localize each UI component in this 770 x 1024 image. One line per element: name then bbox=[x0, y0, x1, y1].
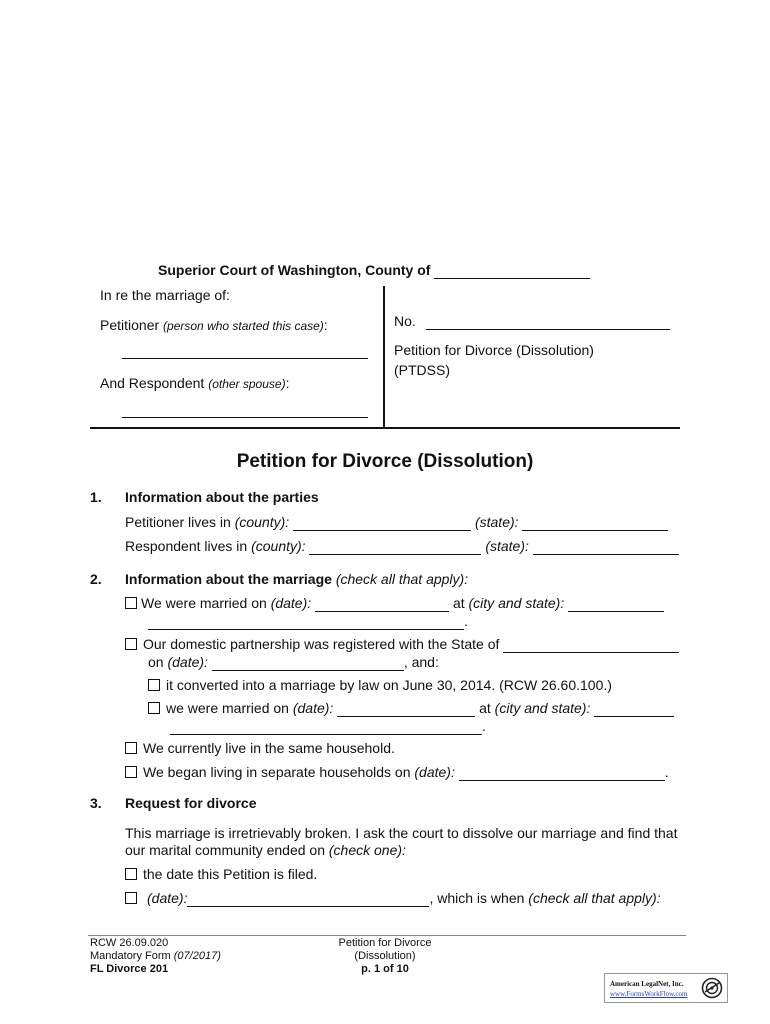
date-filed-row bbox=[125, 866, 317, 883]
date-label: (date): bbox=[292, 700, 334, 716]
caption-bottom-rule bbox=[90, 427, 680, 429]
footer-center-1: Petition for Divorce bbox=[338, 937, 432, 949]
state-label: (state): bbox=[474, 514, 519, 530]
we-married-place-blank[interactable] bbox=[594, 702, 674, 717]
respondent-state-blank[interactable] bbox=[533, 540, 679, 555]
domestic-partnership-row bbox=[125, 636, 679, 653]
period: . bbox=[464, 613, 468, 629]
marriage-place-blank[interactable] bbox=[568, 597, 664, 612]
section-2-number: 2. bbox=[90, 571, 102, 587]
caption-divider bbox=[383, 286, 385, 428]
petitioner-lives-row bbox=[125, 514, 668, 531]
section-2-heading-row bbox=[125, 571, 468, 588]
converted-label: it converted into a marriage by law on June 30, 2014. (RCW 26.60.100.) bbox=[166, 677, 612, 693]
case-number-label: No. bbox=[394, 313, 416, 329]
separate-households-label: We began living in separate households on bbox=[143, 764, 411, 780]
petitioner-county-blank[interactable] bbox=[293, 516, 471, 531]
section-2-hint: (check all that apply): bbox=[335, 571, 469, 587]
section-1-heading: Information about the parties bbox=[125, 489, 319, 505]
mandatory-form-date: (07/2017) bbox=[173, 950, 221, 962]
specific-date-row bbox=[125, 890, 661, 907]
respondent-county-blank[interactable] bbox=[309, 540, 481, 555]
case-number-row bbox=[394, 313, 670, 330]
converted-row bbox=[148, 677, 612, 694]
community-end-date-blank[interactable] bbox=[187, 892, 429, 907]
we-married-continuation bbox=[170, 718, 486, 735]
separate-households-row bbox=[125, 764, 669, 781]
colon: : bbox=[323, 317, 328, 333]
marriage-place-blank-2[interactable] bbox=[148, 615, 464, 630]
petitioner-hint: (person who started this case) bbox=[163, 319, 324, 333]
dp-state-blank[interactable] bbox=[503, 638, 679, 653]
page-title: Petition for Divorce (Dissolution) bbox=[236, 451, 534, 472]
marriage-date-blank[interactable] bbox=[315, 597, 449, 612]
section-1-number: 1. bbox=[90, 489, 102, 505]
date-label: (date): bbox=[167, 654, 208, 670]
community-ended-label: our marital community ended on bbox=[125, 842, 325, 858]
petitioner-lives-label: Petitioner lives in bbox=[125, 514, 231, 530]
petitioner-label: Petitioner bbox=[100, 317, 160, 333]
domestic-partnership-checkbox[interactable] bbox=[125, 638, 137, 650]
county-label: (county): bbox=[251, 538, 306, 554]
domestic-partnership-label: Our domestic partnership was registered with the State of bbox=[143, 636, 500, 652]
married-on-continuation bbox=[148, 613, 468, 630]
date-filed-checkbox[interactable] bbox=[125, 868, 137, 880]
and-label: , and: bbox=[403, 654, 439, 670]
court-name: Superior Court of Washington, County of bbox=[158, 262, 431, 278]
check-one-hint: (check one): bbox=[328, 842, 406, 858]
footer-center-2: (Dissolution) bbox=[354, 950, 416, 962]
married-on-row bbox=[125, 595, 664, 612]
state-label: (state): bbox=[485, 538, 529, 554]
separation-date-blank[interactable] bbox=[459, 766, 665, 781]
dp-date-blank[interactable] bbox=[212, 656, 404, 671]
date-label: (date): bbox=[414, 764, 455, 780]
petitioner-label-row bbox=[100, 317, 328, 335]
brand-url[interactable]: www.FormsWorkFlow.com bbox=[610, 990, 688, 998]
court-heading bbox=[158, 262, 590, 279]
we-married-place-blank-2[interactable] bbox=[170, 720, 482, 735]
city-state-label: (city and state): bbox=[468, 595, 565, 611]
footer-form-id: FL Divorce 201 bbox=[90, 963, 169, 975]
section-2-heading: Information about the marriage bbox=[125, 571, 332, 587]
same-household-label: We currently live in the same household. bbox=[143, 740, 395, 756]
petitioner-name-blank[interactable] bbox=[122, 344, 368, 359]
respondent-label-row bbox=[100, 375, 289, 393]
respondent-lives-label: Respondent lives in bbox=[125, 538, 248, 554]
doc-title-line1: Petition for Divorce (Dissolution) bbox=[394, 342, 594, 358]
county-blank[interactable] bbox=[434, 264, 590, 279]
county-label: (county): bbox=[234, 514, 290, 530]
converted-checkbox[interactable] bbox=[148, 679, 160, 691]
mandatory-form-label: Mandatory Form bbox=[90, 950, 171, 962]
at-label: at bbox=[479, 700, 491, 716]
petitioner-state-blank[interactable] bbox=[522, 516, 668, 531]
check-all-hint: (check all that apply): bbox=[528, 890, 661, 906]
in-re-label: In re the marriage of: bbox=[100, 287, 230, 303]
footer-page-number: p. 1 of 10 bbox=[361, 963, 409, 975]
married-on-checkbox[interactable] bbox=[125, 597, 137, 609]
respondent-lives-row bbox=[125, 538, 679, 555]
on-label: on bbox=[148, 654, 164, 670]
brand-logo-icon bbox=[701, 977, 723, 999]
which-is-when-label: , which is when bbox=[429, 890, 525, 906]
specific-date-checkbox[interactable] bbox=[125, 892, 137, 904]
married-on-label: We were married on bbox=[141, 595, 267, 611]
section-3-number: 3. bbox=[90, 795, 102, 811]
respondent-name-blank[interactable] bbox=[122, 403, 368, 418]
period: . bbox=[664, 764, 669, 780]
at-label: at bbox=[452, 595, 465, 611]
period: . bbox=[482, 718, 486, 734]
we-married-on-row bbox=[148, 700, 674, 717]
colon: : bbox=[285, 375, 290, 391]
respondent-label: And Respondent bbox=[100, 375, 205, 391]
footer-rule bbox=[88, 935, 686, 936]
date-filed-label: the date this Petition is filed. bbox=[143, 866, 318, 882]
case-number-blank[interactable] bbox=[426, 315, 670, 330]
section-3-para-line2 bbox=[125, 842, 406, 859]
section-3-heading: Request for divorce bbox=[125, 795, 257, 811]
brand-stamp bbox=[604, 973, 728, 1003]
city-state-label: (city and state): bbox=[494, 700, 591, 716]
footer-rcw: RCW 26.09.020 bbox=[90, 937, 169, 949]
we-married-on-label: we were married on bbox=[166, 700, 289, 716]
doc-title-line2: (PTDSS) bbox=[394, 362, 450, 378]
we-married-on-checkbox[interactable] bbox=[148, 702, 160, 714]
date-label: (date): bbox=[270, 595, 312, 611]
separate-households-checkbox[interactable] bbox=[125, 766, 137, 778]
respondent-hint: (other spouse) bbox=[208, 377, 286, 391]
brand-name: American LegalNet, Inc. bbox=[610, 980, 684, 988]
date-label: (date): bbox=[147, 890, 188, 906]
same-household-row bbox=[125, 740, 395, 757]
dp-date-row bbox=[148, 654, 439, 671]
footer-mandatory bbox=[90, 950, 221, 963]
same-household-checkbox[interactable] bbox=[125, 742, 137, 754]
section-3-para-line1: This marriage is irretrievably broken. I ask the court to dissolve our marriage and find that bbox=[125, 825, 678, 841]
we-married-date-blank[interactable] bbox=[337, 702, 475, 717]
